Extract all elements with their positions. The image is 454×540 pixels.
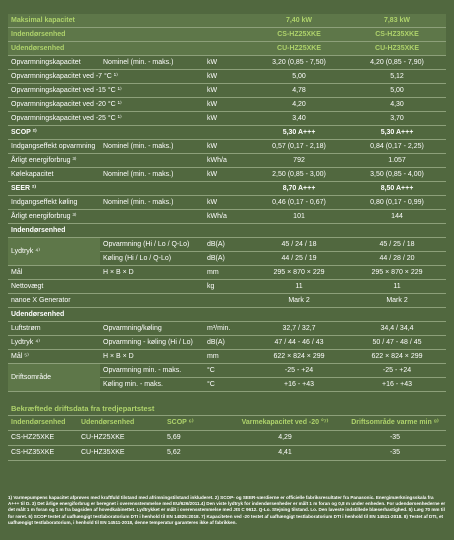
value-1: 32,7 / 32,7 — [250, 322, 348, 336]
seer-row — [8, 182, 446, 196]
spec-table — [8, 14, 446, 392]
spec-row — [8, 336, 446, 350]
value-2: 50 / 47 - 48 / 45 — [348, 336, 446, 350]
row-unit: kWh/a — [204, 154, 250, 168]
header-outdoor: Udendørsenhed — [78, 416, 164, 431]
row-sub: Opvarmning min. - maks. — [100, 364, 204, 378]
outdoor-section-heading — [8, 308, 446, 322]
header-scop: SCOP ⁶⁾ — [164, 416, 226, 431]
spec-row — [8, 280, 446, 294]
value-2: +16 - +43 — [348, 378, 446, 392]
table-row — [8, 446, 446, 461]
row-label: SCOP ²⁾ — [8, 126, 250, 140]
value-2: 7,83 kW — [348, 14, 446, 28]
value-2: -25 - +24 — [348, 364, 446, 378]
row-label: Indgangseffekt opvarmning — [8, 140, 100, 154]
row-unit: kW — [204, 70, 250, 84]
value-1: 5,00 — [250, 70, 348, 84]
spec-row — [8, 140, 446, 154]
row-unit: kg — [204, 280, 250, 294]
value-1: CS-HZ25XKE — [250, 28, 348, 42]
outdoor-model: CU-HZ35XKE — [78, 446, 164, 461]
row-label: Opvarmningskapacitet — [8, 56, 100, 70]
value-1: CU-HZ25XKE — [250, 42, 348, 56]
row-unit: kW — [204, 168, 250, 182]
row-unit: mm — [204, 266, 250, 280]
row-label: Indgangseffekt køling — [8, 196, 100, 210]
row-sub: Opvarmning (Hi / Lo / Q-Lo) — [100, 238, 204, 252]
spec-row — [8, 294, 446, 308]
value-1: 0,57 (0,17 - 2,18) — [250, 140, 348, 154]
value-2: 0,80 (0,17 - 0,99) — [348, 196, 446, 210]
row-unit: kW — [204, 84, 250, 98]
value-1: 2,50 (0,85 - 3,00) — [250, 168, 348, 182]
row-sub: Nominel (min. - maks.) — [100, 168, 204, 182]
value-2: 144 — [348, 210, 446, 224]
value-2: 45 / 25 / 18 — [348, 238, 446, 252]
spec-row — [8, 70, 446, 84]
value-2: 622 × 824 × 299 — [348, 350, 446, 364]
range-value: -35 — [344, 446, 446, 461]
row-label: Årligt energiforbrug ³⁾ — [8, 210, 204, 224]
row-label: Nettovægt — [8, 280, 204, 294]
row-label: Opvarmningskapacitet ved -15 °C ¹⁾ — [8, 84, 204, 98]
row-sub: Opvarmning - køling (Hi / Lo) — [100, 336, 204, 350]
row-label: Mål ⁵⁾ — [8, 350, 100, 364]
row-label: Luftstrøm — [8, 322, 100, 336]
row-label: SEER ²⁾ — [8, 182, 250, 196]
spec-row — [8, 196, 446, 210]
row-label: Lydtryk ⁴⁾ — [8, 238, 100, 266]
value-1: 3,40 — [250, 112, 348, 126]
header-range: Driftsområde varme min ⁸⁾ — [344, 416, 446, 431]
value-2: 295 × 870 × 229 — [348, 266, 446, 280]
range-value: -35 — [344, 431, 446, 446]
indoor-model: CS-HZ25XKE — [8, 431, 78, 446]
value-1: +16 - +43 — [250, 378, 348, 392]
row-label: Lydtryk ⁴⁾ — [8, 336, 100, 350]
value-1: 622 × 824 × 299 — [250, 350, 348, 364]
value-1: 4,78 — [250, 84, 348, 98]
row-label: nanoe X Generator — [8, 294, 250, 308]
row-unit: kW — [204, 98, 250, 112]
value-1: 101 — [250, 210, 348, 224]
row-sub: Opvarmning/køling — [100, 322, 204, 336]
value-2: 4,20 (0,85 - 7,90) — [348, 56, 446, 70]
row-sub: H × B × D — [100, 266, 204, 280]
row-sub: Køling (Hi / Lo / Q-Lo) — [100, 252, 204, 266]
scop-row — [8, 126, 446, 140]
value-1: 8,70 A+++ — [250, 182, 348, 196]
row-label: Mål — [8, 266, 100, 280]
row-label: Opvarmningskapacitet ved -7 °C ¹⁾ — [8, 70, 204, 84]
row-unit: kW — [204, 56, 250, 70]
value-2: 8,50 A+++ — [348, 182, 446, 196]
row-label: Opvarmningskapacitet ved -25 °C ¹⁾ — [8, 112, 204, 126]
spec-row — [8, 154, 446, 168]
value-1: 47 / 44 - 46 / 43 — [250, 336, 348, 350]
row-unit: m³/min. — [204, 322, 250, 336]
indoor-model: CS-HZ35XKE — [8, 446, 78, 461]
spec-row — [8, 350, 446, 364]
value-2: 34,4 / 34,4 — [348, 322, 446, 336]
spec-row — [8, 98, 446, 112]
value-1: 4,20 — [250, 98, 348, 112]
value-1: 45 / 24 / 18 — [250, 238, 348, 252]
footnotes: 1) Varmepumpens kapacitet afprøves med kraftfuld tilstand med afrimningstilstand inkluderet. 2) SCOP- og SEER-værdierne er officielle fabriksresultater fra Panasonic. Energimærkningsskala fra A+++ til D. 3) Det årlige energiforbrug er beregnet i overensstemmelse med EU/626/2011.4) Den viste lydtryk for indendørsenheder er målt 1 m foran og 0,8 m under enheden. For udendørsenhederne er det målt 1 m foran og 1 m fra bagsiden af hovedkabinettet. Lydtrykket er målt i overensstemmelse med JIS C 9612. Q-Lo. Stejning tilstand. Lo. Den laveste indstillede blæserhastighed. 5) Læg 70 mm til for røret. 6) SCOP testet af uafhængigt testlaboratorium DTI i henhold til EN 14825:2018. 7) Kapaciteten ved -20 testet af uafhængigt testlaboratorium DTI i henhold til EN 14511-2018. 8) Testet af DTI, et uafhængigt testlaboratorium, i henhold til EN 14511-2018, denne temperatur garanteres ikke af fabrikken. — [8, 495, 446, 525]
section-title: Udendørsenhed — [8, 308, 446, 322]
section-title: Indendørsenhed — [8, 224, 446, 238]
value-1: 44 / 25 / 19 — [250, 252, 348, 266]
value-1: 11 — [250, 280, 348, 294]
value-2: 3,70 — [348, 112, 446, 126]
spec-row — [8, 322, 446, 336]
scop-value: 5,69 — [164, 431, 226, 446]
value-1: 792 — [250, 154, 348, 168]
row-sub: Nominel (min. - maks.) — [100, 140, 204, 154]
spec-row — [8, 266, 446, 280]
value-1: 3,20 (0,85 - 7,50) — [250, 56, 348, 70]
test-table — [8, 416, 446, 461]
spec-row — [8, 210, 446, 224]
row-sub: Nominel (min. - maks.) — [100, 196, 204, 210]
value-2: 5,00 — [348, 84, 446, 98]
outdoor-unit-row — [8, 42, 446, 56]
row-unit: dB(A) — [204, 252, 250, 266]
scop-value: 5,62 — [164, 446, 226, 461]
value-2: 3,50 (0,85 - 4,00) — [348, 168, 446, 182]
indoor-section-heading — [8, 224, 446, 238]
row-label: Opvarmningskapacitet ved -20 °C ¹⁾ — [8, 98, 204, 112]
value-2: CS-HZ35XKE — [348, 28, 446, 42]
row-unit: kW — [204, 196, 250, 210]
row-unit: kW — [204, 112, 250, 126]
value-1: 0,46 (0,17 - 0,67) — [250, 196, 348, 210]
value-2: CU-HZ35XKE — [348, 42, 446, 56]
outdoor-model: CU-HZ25XKE — [78, 431, 164, 446]
test-table-title: Bekræftede driftsdata fra tredjepartstest — [8, 402, 446, 416]
row-unit: mm — [204, 350, 250, 364]
row-sub: H × B × D — [100, 350, 204, 364]
value-1: -25 - +24 — [250, 364, 348, 378]
row-unit: kW — [204, 140, 250, 154]
spec-row — [8, 168, 446, 182]
spec-row — [8, 364, 446, 378]
spec-row — [8, 84, 446, 98]
spec-row — [8, 56, 446, 70]
value-2: 5,30 A+++ — [348, 126, 446, 140]
value-1: 295 × 870 × 229 — [250, 266, 348, 280]
row-sub: Nominel (min. - maks.) — [100, 56, 204, 70]
indoor-unit-row — [8, 28, 446, 42]
value-2: 1.057 — [348, 154, 446, 168]
max-capacity-row — [8, 14, 446, 28]
value-1: Mark 2 — [250, 294, 348, 308]
row-label: Udendørsenhed — [8, 42, 250, 56]
spec-row — [8, 112, 446, 126]
value-2: 0,84 (0,17 - 2,25) — [348, 140, 446, 154]
value-1: 5,30 A+++ — [250, 126, 348, 140]
value-2: 44 / 28 / 20 — [348, 252, 446, 266]
table-row — [8, 431, 446, 446]
value-1: 7,40 kW — [250, 14, 348, 28]
row-label: Kølekapacitet — [8, 168, 100, 182]
header-heat: Varmekapacitet ved -20 °⁷⁾ — [226, 416, 344, 431]
row-unit: dB(A) — [204, 238, 250, 252]
row-label: Maksimal kapacitet — [8, 14, 250, 28]
heat-value: 4,29 — [226, 431, 344, 446]
row-sub: Køling min. - maks. — [100, 378, 204, 392]
row-label: Årligt energiforbrug ³⁾ — [8, 154, 204, 168]
value-2: Mark 2 — [348, 294, 446, 308]
spec-row — [8, 238, 446, 252]
value-2: 11 — [348, 280, 446, 294]
row-label: Driftsområde — [8, 364, 100, 392]
heat-value: 4,41 — [226, 446, 344, 461]
row-unit: °C — [204, 364, 250, 378]
row-unit: kWh/a — [204, 210, 250, 224]
header-indoor: Indendørsenhed — [8, 416, 78, 431]
value-2: 5,12 — [348, 70, 446, 84]
row-unit: dB(A) — [204, 336, 250, 350]
row-label: Indendørsenhed — [8, 28, 250, 42]
test-header-row — [8, 416, 446, 431]
row-unit: °C — [204, 378, 250, 392]
value-2: 4,30 — [348, 98, 446, 112]
